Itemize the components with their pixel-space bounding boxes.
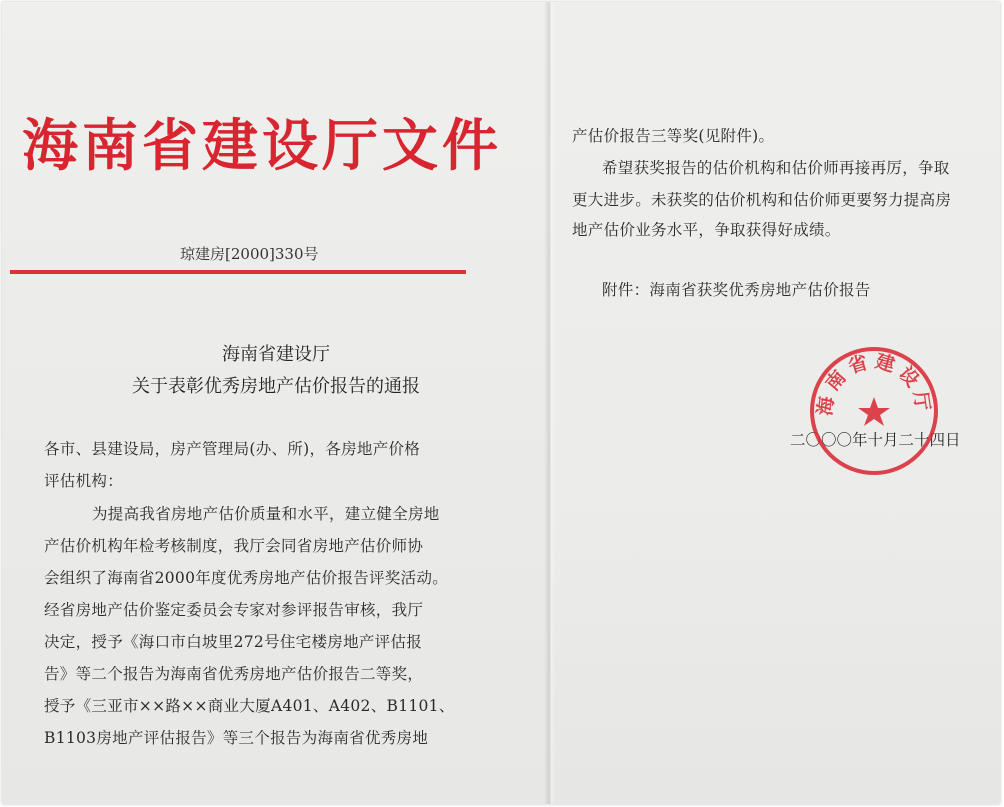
header-red-rule	[10, 270, 466, 274]
document-spread	[2, 2, 1000, 804]
page-fold	[544, 2, 556, 804]
document-header-title: 海南省建设厅文件	[22, 114, 502, 179]
body-line: 授予《三亚市××路××商业大厦A401、A402、B1101、	[44, 697, 455, 715]
body-line: 地产估价业务水平，争取获得好成绩。	[572, 221, 841, 239]
document-number: 琼建房[2000]330号	[180, 245, 319, 263]
body-line-salutation-cont: 评估机构：	[44, 472, 124, 490]
body-line: 希望获奖报告的估价机构和估价师再接再厉，争取	[602, 159, 950, 177]
body-line: 为提高我省房地产估价质量和水平，建立健全房地	[92, 505, 440, 523]
body-line-salutation: 各市、县建设局，房产管理局(办、所)，各房地产价格	[44, 440, 421, 458]
notice-subject: 关于表彰优秀房地产估价报告的通报	[132, 376, 420, 397]
body-line: 产估价报告三等奖(见附件)。	[572, 127, 775, 145]
body-line: 经省房地产估价鉴定委员会专家对参评报告审核，我厅	[44, 601, 424, 619]
issue-date: 二〇〇〇年十月二十四日	[790, 431, 961, 449]
attachment-line: 附件：海南省获奖优秀房地产估价报告	[602, 281, 871, 299]
body-line: 更大进步。未获奖的估价机构和估价师更要努力提高房	[572, 191, 952, 209]
body-line: B1103房地产评估报告》等三个报告为海南省优秀房地	[44, 729, 429, 747]
body-line: 决定，授予《海口市白坡里272号住宅楼房地产评估报	[44, 633, 423, 651]
notice-issuer: 海南省建设厅	[222, 344, 330, 365]
body-line: 告》等二个报告为海南省优秀房地产估价报告二等奖，	[44, 665, 424, 683]
body-line: 会组织了海南省2000年度优秀房地产估价报告评奖活动。	[44, 569, 449, 587]
left-page	[2, 2, 550, 804]
seal-text: 海南省建设厅	[813, 350, 935, 418]
body-line: 产估价机构年检考核制度，我厅会同省房地产估价师协	[44, 537, 424, 555]
official-seal	[808, 345, 940, 477]
